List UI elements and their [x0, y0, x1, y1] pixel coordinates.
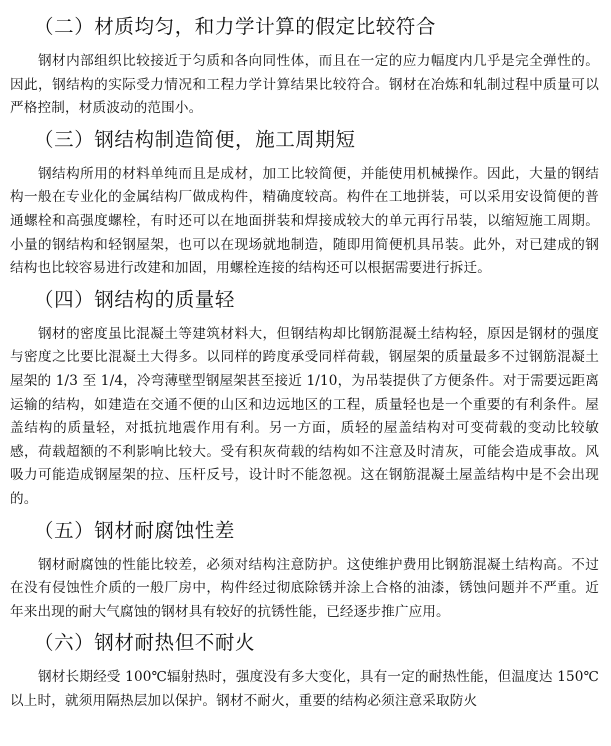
paragraph-poor-corrosion-resistance: 钢材耐腐蚀的性能比较差，必须对结构注意防护。这使维护费用比钢筋混凝土结构高。不过在没有侵蚀性介质的一般厂房中，构件经过彻底除锈并涂上合格的油漆，锈蚀问题并不严重。近年来出现的耐大气腐蚀的钢材具有较好的抗锈性能，已经逐步推广应用。 [10, 556, 599, 620]
section-heading-heat-not-fire-resistant: （六）钢材耐热但不耐火 [34, 631, 256, 655]
paragraph-light-weight: 钢材的密度虽比混凝土等建筑材料大，但钢结构却比钢筋混凝土结构轻，原因是钢材的强度与密度之比要比混凝土大得多。以同样的跨度承受同样荷载，钢屋架的质量最多不过钢筋混凝土屋架的 1/3 至 1/4，冷弯薄壁型钢屋架甚至接近 1/10，为吊装提供了方便条件。对于需要远距离运输的结构，如建造在交通不便的山区和边远地区的工程，质量轻也是一个重要的有利条件。屋盖结构的质量轻，对抵抗地震作用有利。另一方面，质轻的屋盖结构对可变荷载的变动比较敏感，荷载超额的不利影响比较大。受有积灰荷载的结构如不注意及时清灰，可能会造成事故。风吸力可能造成钢屋架的拉、压杆反号，设计时不能忽视。这在钢筋混凝土屋盖结构中是不会出现的。 [10, 325, 599, 507]
paragraph-material-uniformity: 钢材内部组织比较接近于匀质和各向同性体，而且在一定的应力幅度内几乎是完全弹性的。因此，钢结构的实际受力情况和工程力学计算结果比较符合。钢材在冶炼和轧制过程中质量可以严格控制，材质波动的范围小。 [10, 53, 599, 117]
section-heading-poor-corrosion-resistance: （五）钢材耐腐蚀性差 [34, 518, 236, 542]
section-heading-light-weight: （四）钢结构的质量轻 [34, 287, 236, 311]
section-heading-easy-fabrication: （三）钢结构制造简便，施工周期短 [34, 127, 356, 151]
paragraph-heat-not-fire-resistant: 钢材长期经受 100℃辐射热时，强度没有多大变化，具有一定的耐热性能，但温度达 150℃以上时，就须用隔热层加以保护。钢材不耐火，重要的结构必须注意采取防火 [10, 669, 599, 709]
paragraph-easy-fabrication: 钢结构所用的材料单纯而且是成材，加工比较简便，并能使用机械操作。因此，大量的钢结构一般在专业化的金属结构厂做成构件，精确度较高。构件在工地拼装，可以采用安设简便的普通螺栓和高强度螺栓，有时还可以在地面拼装和焊接成较大的单元再行吊装，以缩短施工周期。小量的钢结构和轻钢屋架，也可以在现场就地制造，随即用简便机具吊装。此外，对已建成的钢结构也比较容易进行改建和加固，用螺栓连接的结构还可以根据需要进行拆迁。 [10, 165, 599, 277]
section-heading-material-uniformity: （二）材质均匀，和力学计算的假定比较符合 [34, 15, 437, 38]
